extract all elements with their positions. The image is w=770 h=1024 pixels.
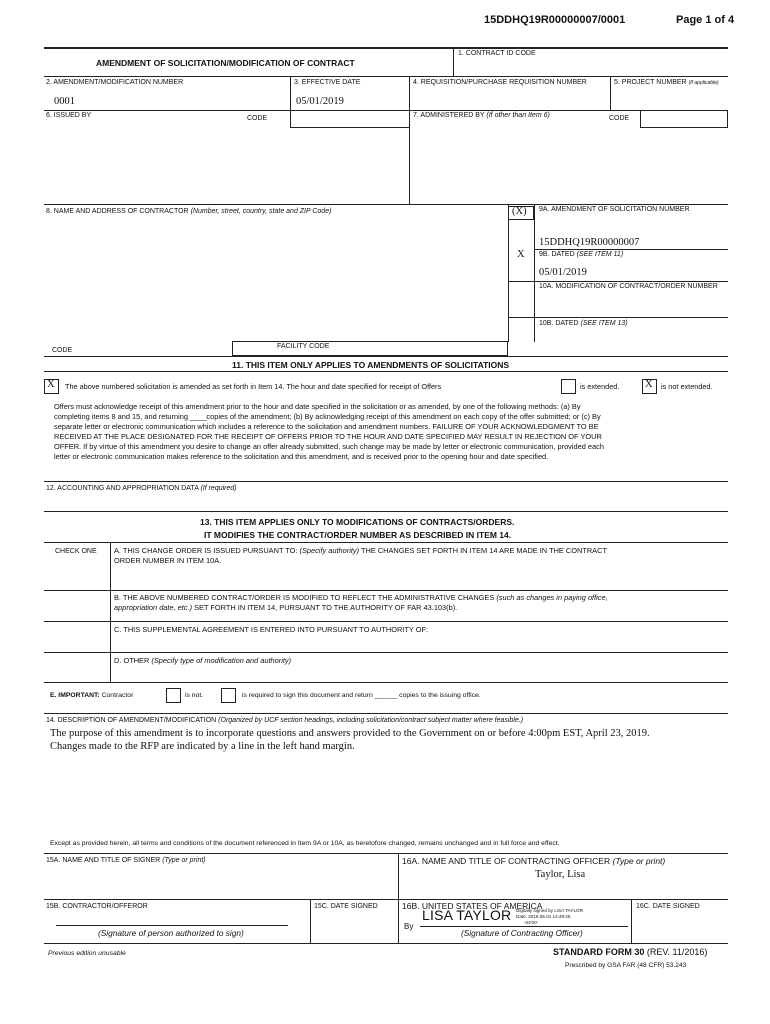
important-label [50, 692, 133, 699]
administered-by-text: 7. ADMINISTERED BY [413, 112, 485, 119]
digital-signature-details [516, 908, 583, 926]
contractor-code-label: CODE [52, 347, 73, 354]
option-a-line2: ORDER NUMBER IN ITEM 10A. [114, 556, 222, 565]
page-indicator: Page 1 of 4 [676, 14, 735, 26]
x-column-header-text: (X) [512, 206, 527, 217]
officer-name-label [402, 856, 665, 866]
standard-form-revision: (REV. 11/2016) [646, 947, 708, 957]
dated-9b-text: 9B. DATED [539, 251, 575, 258]
date-signed-16c-label: 16C. DATE SIGNED [636, 903, 700, 910]
amendment-number-label: 2. AMENDMENT/MODIFICATION NUMBER [46, 79, 184, 86]
item13-title-2: IT MODIFIES THE CONTRACT/ORDER NUMBER AS DESCRIBED IN ITEM 14. [204, 530, 512, 540]
is-not-label: is not. [185, 692, 204, 699]
date-signed-15c-label: 15C. DATE SIGNED [314, 903, 378, 910]
signer-name-hint: (Type or print) [162, 857, 206, 864]
administered-by-code-field[interactable] [640, 110, 728, 128]
amendment-solicitation-label: 9A. AMENDMENT OF SOLICITATION NUMBER [539, 206, 690, 213]
digital-signature-note-3: -04'00' [524, 920, 538, 925]
dated-9b-value[interactable]: 05/01/2019 [539, 267, 587, 278]
option-b-prefix: B. THE ABOVE NUMBERED CONTRACT/ORDER IS MODIFIED TO REFLECT THE ADMINISTRATIVE CHANGES [114, 593, 495, 602]
accounting-data-label [46, 485, 237, 493]
important-prefix: E. IMPORTANT: [50, 692, 100, 699]
dated-10b-hint: (SEE ITEM 13) [580, 320, 628, 327]
contract-id-label: 1. CONTRACT ID CODE [458, 50, 536, 57]
contractor-address-hint: (Number, street, country, state and ZIP Code) [190, 208, 332, 215]
option-d-text[interactable] [114, 656, 291, 665]
is-extended-checkbox[interactable] [561, 379, 576, 394]
item13-title-1: 13. THIS ITEM APPLIES ONLY TO MODIFICATIONS OF CONTRACTS/ORDERS. [200, 517, 515, 527]
administered-by-code-label: CODE [609, 115, 630, 122]
instructions-line-1: Offers must acknowledge receipt of this amendment prior to the hour and date specified in the solicitation or as amended, by one of the following methods: (a) By [54, 402, 581, 411]
contractor-offeror-label: 15B. CONTRACTOR/OFFEROR [46, 903, 148, 910]
accounting-data-hint: (If required) [200, 485, 237, 492]
digital-signature-name[interactable]: LISA TAYLOR [422, 907, 512, 923]
except-statement: Except as provided herein, all terms and conditions of the document referenced in Item 9A or 10A, as heretofore changed, remains unchanged and in full force and effect. [50, 840, 560, 847]
administered-by-label [413, 112, 550, 120]
instructions-line-4: RECEIVED AT THE PLACE DESIGNATED FOR THE RECEIPT OF OFFERS PRIOR TO THE HOUR AND DATE SPECIFIED MAY RESULT IN REJECTION OF YOUR [54, 432, 602, 441]
option-b-suffix: SET FORTH IN ITEM 14, PURSUANT TO THE AUTHORITY OF FAR 43.103(b). [194, 603, 458, 612]
dated-9b-hint: (SEE ITEM 11) [576, 251, 624, 258]
standard-form-number: STANDARD FORM 30 [553, 947, 645, 957]
check-one-label: CHECK ONE [55, 548, 97, 555]
option-d-prefix: D. OTHER [114, 656, 150, 665]
administered-by-hint: (If other than Item 6) [486, 112, 550, 119]
important-contractor: Contractor [101, 692, 134, 699]
item11-title: 11. THIS ITEM ONLY APPLIES TO AMENDMENTS OF SOLICITATIONS [232, 360, 510, 370]
option-c-text[interactable]: C. THIS SUPPLEMENTAL AGREEMENT IS ENTERED INTO PURSUANT TO AUTHORITY OF: [114, 625, 429, 634]
is-not-required-checkbox[interactable] [166, 688, 181, 703]
top-border [44, 47, 728, 49]
project-number-hint: (If applicable) [688, 80, 719, 86]
contractor-address-label [46, 208, 331, 216]
dated-10b-text: 10B. DATED [539, 320, 579, 327]
modification-contract-label: 10A. MODIFICATION OF CONTRACT/ORDER NUMBER [539, 283, 718, 290]
officer-name-text: 16A. NAME AND TITLE OF CONTRACTING OFFICER [402, 856, 611, 866]
issued-by-code-field[interactable] [290, 110, 410, 128]
option-a-prefix: A. THIS CHANGE ORDER IS ISSUED PURSUANT TO: [114, 546, 298, 555]
description-label [46, 717, 523, 725]
instructions-paragraph [54, 402, 604, 462]
project-number-text: 5. PROJECT NUMBER [614, 79, 687, 86]
contractor-address-text: 8. NAME AND ADDRESS OF CONTRACTOR [46, 208, 189, 215]
description-line-2: Changes made to the RFP are indicated by a line in the left hand margin. [50, 741, 355, 752]
digital-signature-note-2: Date: 2019.05.01 14:49:45 [516, 914, 571, 919]
description-text: 14. DESCRIPTION OF AMENDMENT/MODIFICATION [46, 717, 217, 724]
instructions-line-3: separate letter or electronic communication which includes a reference to the solicitation and amendment numbers. FAILURE OF YOUR ACKNOWLEDGMENT TO BE [54, 422, 599, 431]
instructions-line-6: letter or electronic communication makes reference to the solicitation and this amendment, and is received prior to the opening hour and date specified. [54, 452, 549, 461]
option-a-hint: (Specify authority) [299, 546, 360, 555]
solicitation-amended-text: The above numbered solicitation is amended as set forth in Item 14. The hour and date specified for receipt of Offers [65, 382, 442, 391]
amendment-solicitation-value[interactable]: 15DDHQ19R00000007 [539, 237, 640, 248]
project-number-label [614, 79, 719, 87]
is-not-extended-check: X [645, 379, 653, 390]
accounting-data-text: 12. ACCOUNTING AND APPROPRIATION DATA [46, 485, 199, 492]
facility-code-field[interactable] [232, 341, 508, 356]
officer-name-value[interactable]: Taylor, Lisa [535, 869, 586, 880]
prescribed-by-note: Prescribed by GSA FAR (48 CFR) 53.243 [565, 962, 687, 969]
signer-name-label [46, 857, 206, 865]
issued-by-label: 6. ISSUED BY [46, 112, 92, 119]
officer-signature-caption: (Signature of Contracting Officer) [461, 928, 583, 938]
requisition-number-label: 4. REQUISITION/PURCHASE REQUISITION NUMBER [413, 79, 587, 86]
is-required-checkbox[interactable] [221, 688, 236, 703]
signer-name-text: 15A. NAME AND TITLE OF SIGNER [46, 857, 161, 864]
is-not-extended-label: is not extended. [661, 382, 713, 391]
amendment-solicitation-check[interactable]: X [517, 249, 525, 260]
option-a-text[interactable] [114, 546, 607, 566]
option-a-suffix: THE CHANGES SET FORTH IN ITEM 14 ARE MADE IN THE CONTRACT [360, 546, 607, 555]
instructions-line-2: completing items 8 and 15, and returning ____copies of the amendment; (b) By acknowledging receipt of this amendment on each copy of the offer submitted; or (c) By [54, 412, 601, 421]
option-b-hint2: appropriation date, etc.) [114, 603, 193, 612]
by-label: By [404, 922, 414, 931]
option-d-hint: (Specify type of modification and authority) [151, 656, 292, 665]
is-required-label: is required to sign this document and return ______ copies to the issuing office. [242, 692, 481, 699]
option-b-text[interactable] [114, 593, 608, 613]
standard-form-label [553, 947, 707, 957]
digital-signature-note-1: Digitally signed by LISA TAYLOR [516, 908, 583, 913]
usa-label: 16B. UNITED STATES OF AMERICA [402, 901, 543, 911]
amendment-number-value[interactable]: 0001 [54, 96, 75, 107]
issued-by-code-label: CODE [247, 115, 268, 122]
dated-9b-label [539, 251, 623, 259]
option-b-hint: (such as changes in paying office, [496, 593, 608, 602]
contractor-signature-caption: (Signature of person authorized to sign) [98, 928, 244, 938]
is-extended-label: is extended. [580, 382, 620, 391]
description-line-1: The purpose of this amendment is to incorporate questions and answers provided to the Government on or before 4:00pm EST, April 23, 2019. [50, 728, 650, 739]
solicitation-amended-check: X [47, 379, 55, 390]
description-body [50, 727, 650, 753]
effective-date-value[interactable]: 05/01/2019 [296, 96, 344, 107]
description-hint: (Organized by UCF section headings, including solicitation/contract subject matter where feasible.) [218, 717, 524, 724]
form-title: AMENDMENT OF SOLICITATION/MODIFICATION OF CONTRACT [96, 58, 355, 68]
effective-date-label: 3. EFFECTIVE DATE [294, 79, 361, 86]
dated-10b-label [539, 320, 628, 328]
previous-edition-note: Previous edition unusable [48, 950, 126, 957]
instructions-line-5: OFFER. If by virtue of this amendment you desire to change an offer already submitted, such change may be made by letter or electronic communication, provided each [54, 442, 604, 451]
officer-name-hint: (Type or print) [612, 856, 666, 866]
document-id: 15DDHQ19R00000007/0001 [484, 14, 626, 26]
facility-code-label: FACILITY CODE [277, 343, 330, 350]
